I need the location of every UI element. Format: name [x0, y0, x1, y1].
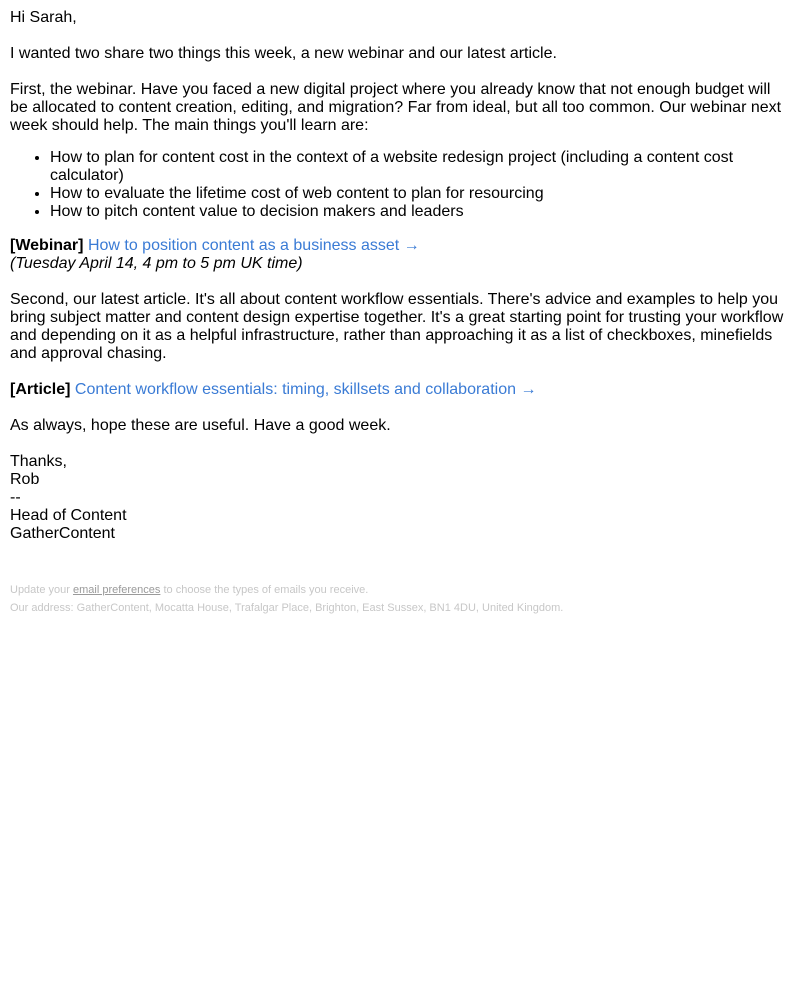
learn-item: • How to pitch content value to decision makers and leaders	[50, 203, 790, 221]
signoff-name: Rob	[10, 471, 40, 488]
intro-paragraph: I wanted two share two things this week, a new webinar and our latest article.	[10, 45, 557, 62]
webinar-date: (Tuesday April 14, 4 pm to 5 pm UK time)	[10, 255, 303, 272]
footer-preferences	[10, 581, 790, 599]
webinar-block	[10, 237, 790, 273]
webinar-tag: [Webinar]	[10, 237, 84, 254]
footer-prefs-text-before: Update your	[10, 584, 73, 596]
email-footer	[10, 581, 790, 617]
article-link[interactable]: Content workflow essentials: timing, skillsets and collaboration →	[74, 381, 537, 398]
learn-item: • How to evaluate the lifetime cost of web content to plan for resourcing	[50, 185, 790, 203]
signoff-company: GatherContent	[10, 525, 115, 542]
webinar-link[interactable]: How to position content as a business asset →	[87, 237, 420, 254]
article-block	[10, 381, 790, 399]
signoff-role: Head of Content	[10, 507, 127, 524]
footer-address: Our address: GatherContent, Mocatta House, Trafalgar Place, Brighton, East Sussex, BN1 4DU, United Kingdom.	[10, 602, 564, 614]
footer-prefs-text-after: to choose the types of emails you receive.	[160, 584, 369, 596]
learn-item: • How to plan for content cost in the context of a website redesign project (including a content cost calculator)	[50, 149, 790, 185]
signature	[10, 453, 790, 543]
signoff-separator: --	[10, 489, 21, 506]
signoff-thanks: Thanks,	[10, 453, 67, 470]
webinar-intro-paragraph: First, the webinar. Have you faced a new digital project where you already know that not enough budget will be allocated to content creation, editing, and migration? Far from ideal, but all too common. Our webinar next week should help. The main things you'll learn are:	[10, 81, 782, 134]
article-intro-paragraph: Second, our latest article. It's all about content workflow essentials. There's advice and examples to help you bring subject matter and content design expertise together. It's a great starting point for trusting your workflow and depending on it as a helpful infrastructure, rather than approaching it as a list of checkboxes, minefields and approval chasing.	[10, 291, 784, 362]
greeting: Hi Sarah,	[10, 9, 77, 26]
article-tag: [Article]	[10, 381, 71, 398]
learn-list	[10, 149, 790, 221]
email-preferences-link[interactable]: email preferences	[72, 584, 161, 596]
closing-paragraph: As always, hope these are useful. Have a good week.	[10, 417, 391, 434]
